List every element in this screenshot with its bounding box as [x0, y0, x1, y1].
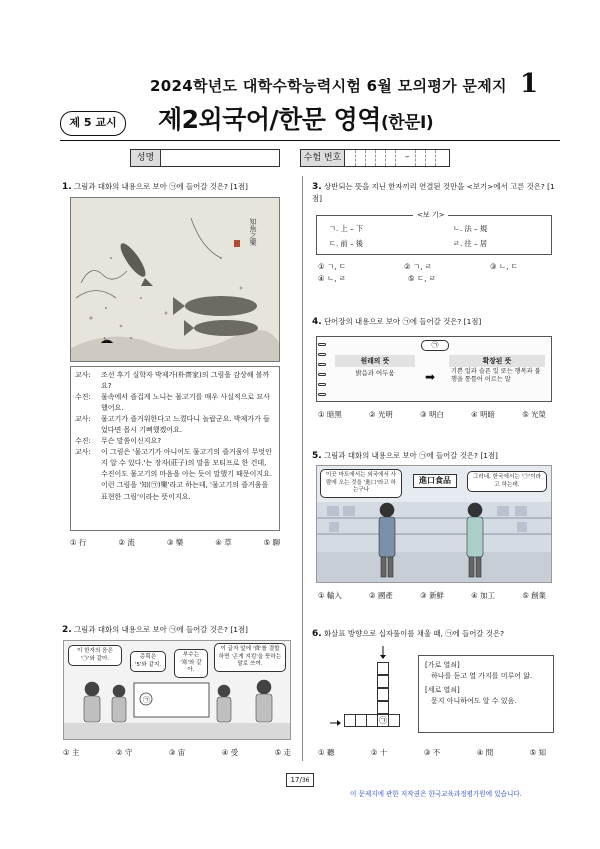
q2-choice[interactable]: ⑤ 走 [274, 748, 291, 757]
q6-choice[interactable]: ② 十 [370, 748, 388, 757]
card-symbol: ㉠ [421, 340, 449, 351]
dialog-line [75, 436, 275, 447]
q3-item: ㄷ. 前 – 後 [329, 239, 364, 248]
card-ring [318, 343, 326, 346]
q2-bubble-4: 이 글자 앞에 '䝴'를 결합하면 '곤게 지킴'을 뜻하는 말로 쓰여. [214, 643, 286, 672]
q3-item: ㄱ. 上 – 下 [329, 224, 364, 233]
q3-item: ㄹ. 往 – 居 [453, 239, 488, 248]
page-total: 36 [301, 777, 310, 784]
q5-bubble-left: 이곳 마트에서는 외국에서 사람에 오는 것을 '進口'라고 하는구나 [320, 469, 402, 498]
q3-number: 3. [312, 182, 322, 192]
q1-number: 1. [62, 182, 72, 192]
subject-main: 제2외국어/한문 영역 [158, 105, 381, 134]
q5-prompt [312, 450, 557, 463]
q6-choice[interactable]: ⑤ 知 [529, 748, 546, 757]
q2-bubble-2: 총획은 '5'와 같지. [130, 651, 166, 672]
dialog-text: 물고기가 즐거워한다고 느꼈다니 놀랍군요. 박제가가 들었다면 몹시 기뻐했겠어요. [101, 415, 270, 435]
page-counter: 17/36 [286, 773, 314, 787]
crossword-cell[interactable] [388, 714, 400, 727]
dialog-line [75, 370, 275, 392]
q5-choice[interactable]: ④ 加工 [471, 591, 495, 600]
q2-number: 2. [62, 625, 72, 635]
crossword-cell[interactable] [377, 701, 389, 714]
q4-left-head: 원래의 뜻 [335, 355, 415, 367]
q4-choice[interactable]: ① 暗黑 [318, 410, 342, 419]
q4-vocab-card [316, 336, 552, 402]
q2-choice[interactable]: ③ 宙 [168, 748, 186, 757]
q2-classroom-illustration [63, 640, 291, 740]
q1-prompt-text: 그림과 대화의 내용으로 보아 ㉠에 들어갈 것은? [1점] [74, 182, 248, 191]
crossword-cell[interactable] [377, 675, 389, 688]
card-ring [318, 373, 326, 376]
q2-choice[interactable]: ② 守 [115, 748, 133, 757]
q5-choice[interactable]: ⑤ 創業 [522, 591, 546, 600]
card-ring [318, 383, 326, 386]
dialog-line [75, 447, 275, 502]
exam-number-cell [385, 150, 395, 166]
dialog-speaker: 수진: [75, 437, 91, 446]
q1-prompt [62, 181, 292, 194]
q2-bubble-1: 이 한자의 음은 '㉠'와 같아. [68, 645, 122, 666]
dialog-text: 무슨 말씀이신지요? [101, 437, 162, 446]
q4-choice[interactable]: ⑤ 光榮 [522, 410, 546, 419]
q1-fish-painting [70, 197, 280, 362]
page-current: 17 [290, 776, 300, 784]
q2-bubble-3: 부수는 '寒'와 같아. [174, 649, 208, 678]
q4-choice[interactable]: ② 光明 [369, 410, 393, 419]
q4-number: 4. [312, 317, 322, 327]
hint-across-label: [가로 열쇠] [425, 661, 460, 669]
q6-crossword [330, 640, 430, 740]
exam-number-label: 수험 번호 [301, 150, 345, 166]
crossword-cell[interactable] [377, 662, 389, 675]
q4-right-head: 확장된 뜻 [449, 355, 545, 367]
q6-choice[interactable]: ④ 問 [476, 748, 494, 757]
period-badge: 제 5 교시 [60, 111, 126, 136]
page-number: 1 [520, 69, 539, 99]
dialog-speaker: 교사: [75, 448, 91, 457]
dialog-line [75, 414, 275, 436]
card-ring [318, 353, 326, 356]
q3-box-label: <보 기> [413, 210, 448, 220]
hint-across: 하나를 듣고 열 가지를 미루어 앎. [431, 671, 533, 680]
q5-choice[interactable]: ② 國產 [369, 591, 393, 600]
q4-prompt [312, 316, 557, 329]
imported-food-sign: 進口食品 [413, 474, 457, 488]
board-symbol: ㉠ [143, 696, 150, 704]
q4-left-body: 밝음과 어두움 [355, 369, 395, 377]
q5-choices[interactable] [318, 591, 546, 602]
q3-choice[interactable]: ③ ㄴ, ㄷ [490, 262, 518, 271]
q3-choices-row-2[interactable] [318, 274, 436, 285]
exam-number-cell [415, 150, 425, 166]
q5-prompt-text: 그림과 대화의 내용으로 보아 ㉠에 들어갈 것은? [1점] [324, 451, 498, 460]
exam-number-cell [375, 150, 385, 166]
hint-down-label: [세로 열쇠] [425, 685, 460, 694]
q1-choice[interactable]: ③ 樂 [166, 538, 184, 547]
q5-mart-illustration [316, 465, 552, 583]
q1-dialog [70, 366, 280, 531]
exam-number-cell [425, 150, 435, 166]
q5-choice[interactable]: ③ 新鮮 [420, 591, 444, 600]
exam-number-cell [395, 150, 405, 166]
q1-choice[interactable]: ⑤ 聊 [263, 538, 280, 547]
q6-hint-box [418, 655, 554, 733]
exam-number-cell [355, 150, 365, 166]
q2-choice[interactable]: ① 主 [63, 748, 80, 757]
q3-prompt-text: 상반되는 뜻을 지닌 한자끼리 연결된 것만을 <보기>에서 고른 것은? [1점] [312, 182, 555, 203]
arrow-down-icon [378, 646, 388, 660]
exam-number-field[interactable] [300, 149, 450, 167]
q6-prompt [312, 628, 557, 641]
q2-prompt [62, 624, 292, 637]
column-divider [302, 176, 303, 761]
dialog-line [75, 392, 275, 414]
dialog-speaker: 교사: [75, 371, 91, 379]
copyright-notice: 이 문제지에 관한 저작권은 한국교육과정평가원에 있습니다. [350, 790, 522, 798]
card-ring [318, 363, 326, 366]
q5-number: 5. [312, 451, 322, 461]
name-label: 성명 [131, 150, 161, 166]
q2-prompt-text: 그림과 대화의 내용으로 보아 ㉠에 들어갈 것은? [1점] [74, 625, 248, 634]
dialog-speaker: 교사: [75, 415, 91, 424]
q4-right-body: 기쁜 일과 슬픈 일 또는 행복과 불행을 통틀어 이르는 말 [451, 368, 541, 384]
q4-choice[interactable]: ④ 明暗 [471, 410, 495, 419]
q6-choice[interactable]: ① 聽 [318, 748, 335, 757]
name-field[interactable] [130, 149, 280, 167]
header-rule [60, 140, 560, 141]
q3-example-box [316, 211, 552, 255]
q1-choice[interactable]: ① 行 [70, 538, 87, 547]
q2-choice[interactable]: ④ 受 [221, 748, 239, 757]
q2-choices[interactable] [63, 748, 291, 759]
arrow-right-icon: ➡ [425, 370, 436, 384]
q5-choice[interactable]: ① 輸入 [318, 591, 342, 600]
painting-inscription: 知魚之樂 [249, 218, 257, 246]
q3-choice[interactable]: ⑤ ㄷ, ㄹ [408, 274, 436, 283]
subject-sub: (한문Ⅰ) [380, 113, 434, 133]
fish-painting-image [71, 198, 280, 362]
hint-down: 묻지 아니하여도 알 수 있음. [431, 696, 517, 705]
q3-choice[interactable]: ② ㄱ, ㄹ [404, 262, 432, 271]
q4-choices[interactable] [318, 410, 546, 421]
q1-choice[interactable]: ② 流 [118, 538, 135, 547]
dialog-text: 이 그림은 '물고기가 아니어도 물고기의 즐거움이 무엇인지 알 수 있다.'는 장자(莊子)의 말을 모티프로 한 건데, 수진이도 물고기의 마음을 아는 듯이 말했기 때문이지요. 이런 그림을 '知(㉠)樂'라고 하는데, '물고기의 즐거움을 표현한 그림'이라는 뜻이지요. [101, 448, 273, 501]
subject-title [158, 102, 433, 138]
arrow-right-icon [330, 719, 342, 727]
exam-number-dash: – [405, 152, 410, 162]
crossword-cell[interactable] [366, 714, 378, 727]
q1-choice[interactable]: ④ 草 [215, 538, 232, 547]
q3-prompt [312, 181, 557, 204]
exam-title: 2024학년도 대학수학능력시험 6월 모의평가 문제지 [150, 77, 507, 95]
exam-number-cell [435, 150, 445, 166]
q3-choice[interactable]: ④ ㄴ, ㄹ [318, 274, 346, 283]
q6-choices[interactable] [318, 748, 546, 759]
q3-choice[interactable]: ① ㄱ, ㄷ [318, 262, 346, 271]
card-ring [318, 393, 326, 396]
q6-number: 6. [312, 629, 322, 639]
q5-bubble-right: 그러네, 한국에서는 '㉠'이라고 하는데. [467, 471, 547, 492]
dialog-text: 조선 후기 실학자 박제가(朴齊家)의 그림을 감상해 볼까요? [101, 371, 270, 391]
exam-number-cell [365, 150, 375, 166]
q4-prompt-text: 단어장의 내용으로 보아 ㉠에 들어갈 것은? [1점] [324, 317, 482, 326]
q3-item: ㄴ. 法 – 規 [453, 224, 488, 233]
q6-choice[interactable]: ③ 不 [423, 748, 441, 757]
dialog-speaker: 수진: [75, 393, 91, 402]
crossword-cell[interactable] [377, 688, 389, 701]
q3-choices-row-1[interactable] [318, 262, 518, 273]
q4-choice[interactable]: ③ 明白 [420, 410, 444, 419]
dialog-text: 물속에서 즐겁게 노니는 물고기를 매우 사실적으로 묘사했어요. [101, 393, 270, 413]
q6-prompt-text: 화살표 방향으로 십자풀이를 채울 때, ㉠에 들어갈 것은? [324, 629, 505, 638]
target-symbol: ㉠ [379, 716, 387, 725]
q1-choices[interactable] [70, 538, 280, 549]
